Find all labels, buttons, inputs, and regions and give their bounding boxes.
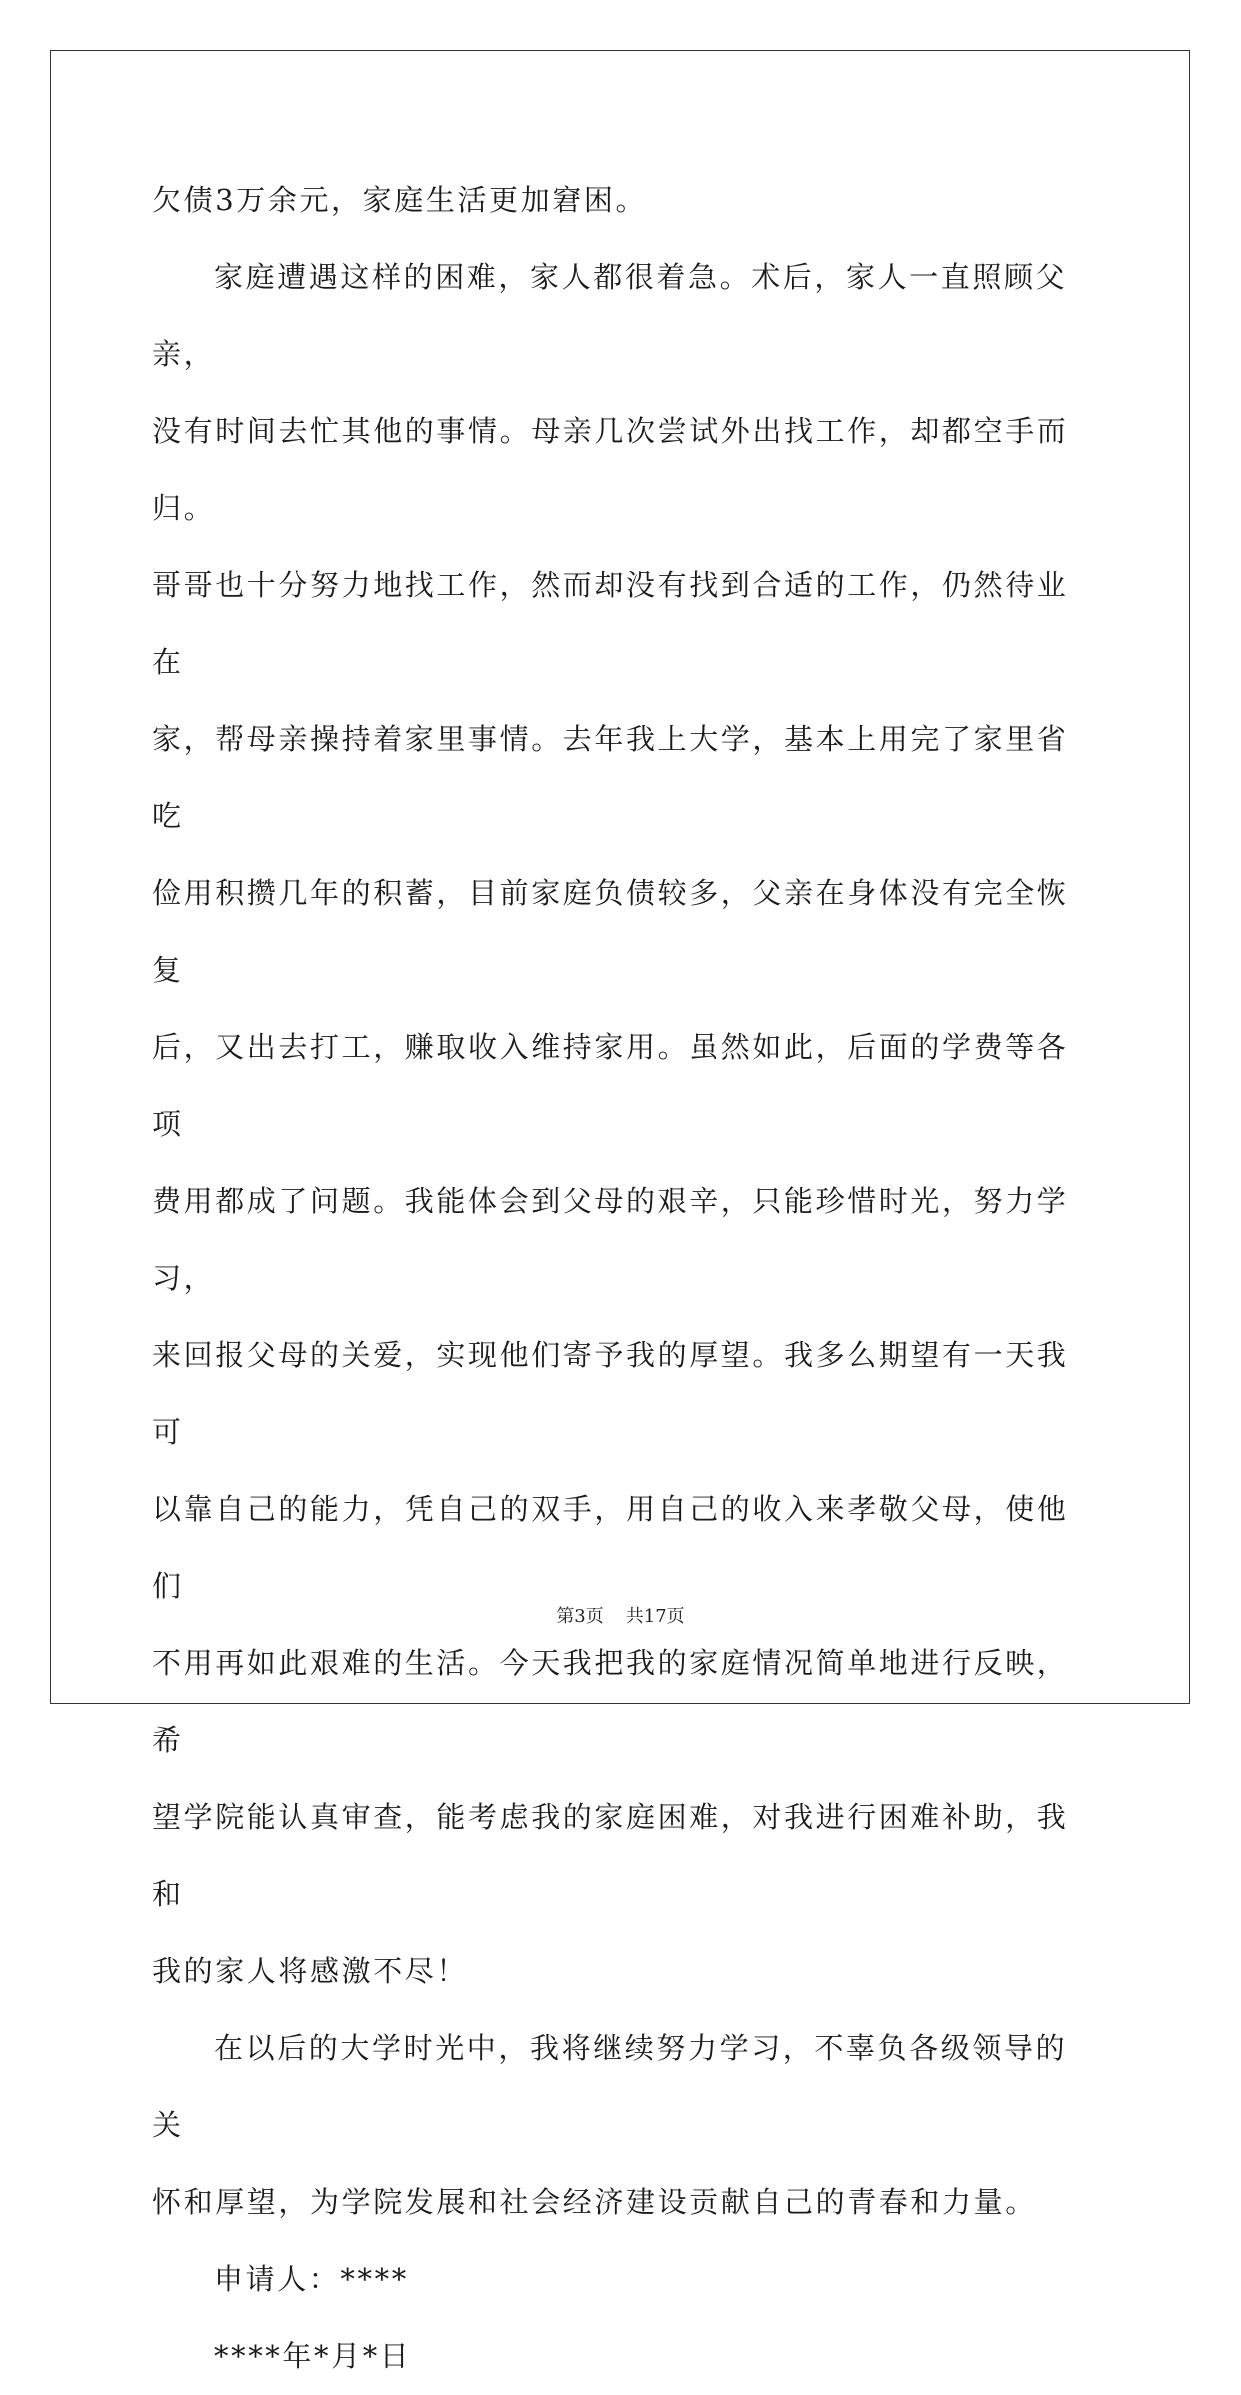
- text-line: 来回报父母的关爱，实现他们寄予我的厚望。我多么期望有一天我可: [152, 1338, 1069, 1449]
- page-number: 第3页: [556, 1606, 604, 1627]
- text-line: 家，帮母亲操持着家里事情。去年我上大学，基本上用完了家里省吃: [152, 722, 1069, 833]
- text-line: 俭用积攒几年的积蓄，目前家庭负债较多，父亲在身体没有完全恢复: [152, 876, 1069, 987]
- text-line: 家庭遭遇这样的困难，家人都很着急。术后，家人一直照顾父亲，: [152, 260, 1068, 371]
- applicant-line: 申请人：****: [214, 2262, 409, 2296]
- text-line: 在以后的大学时光中，我将继续努力学习，不辜负各级领导的关: [152, 2031, 1068, 2142]
- text-line: 我的家人将感激不尽！: [152, 1954, 469, 1988]
- text-line: 怀和厚望，为学院发展和社会经济建设贡献自己的青春和力量。: [152, 2185, 1037, 2219]
- text-line: 没有时间去忙其他的事情。母亲几次尝试外出找工作，却都空手而归。: [152, 414, 1069, 525]
- text-line: 不用再如此艰难的生活。今天我把我的家庭情况简单地进行反映，希: [152, 1646, 1069, 1757]
- page-total: 共17页: [625, 1606, 685, 1627]
- text-line: 费用都成了问题。我能体会到父母的艰辛，只能珍惜时光，努力学习，: [152, 1184, 1069, 1295]
- text-line: 以靠自己的能力，凭自己的双手，用自己的收入来孝敬父母，使他们: [152, 1492, 1069, 1603]
- text-line: 后，又出去打工，赚取收入维持家用。虽然如此，后面的学费等各项: [152, 1030, 1069, 1141]
- text-line: 望学院能认真审查，能考虑我的家庭困难，对我进行困难补助，我和: [152, 1800, 1069, 1911]
- page-footer: [0, 1602, 1241, 1628]
- date-line: ****年*月*日: [214, 2339, 412, 2373]
- document-body: [152, 162, 1092, 2395]
- text-line: 欠债3万余元，家庭生活更加窘困。: [152, 183, 648, 217]
- text-line: 哥哥也十分努力地找工作，然而却没有找到合适的工作，仍然待业在: [152, 568, 1069, 679]
